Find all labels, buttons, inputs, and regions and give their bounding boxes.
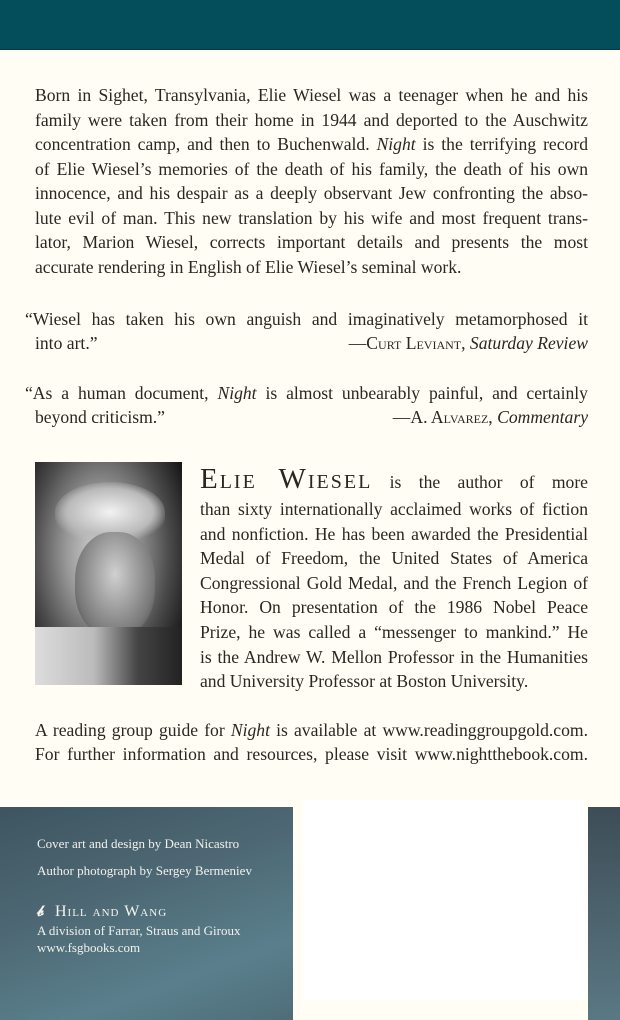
bio-line: and University Professor at Boston University.: [200, 671, 529, 692]
quote-attribution: —A. Alvarez, Commentary: [392, 407, 588, 427]
description-line: of Elie Wiesel’s memories of the death of his family, the death of his own: [35, 158, 588, 179]
bio-first-line: Elie Wiesel is the author of more: [200, 463, 588, 495]
reading-group-line: A reading group guide for Night is available at www.readinggroupgold.com.: [35, 720, 589, 740]
publisher-name: Hill and Wang: [55, 903, 168, 920]
spine-art-strip: [588, 807, 620, 1020]
description-line: lute evil of man. This new translation by his wife and most frequent trans-: [35, 207, 588, 228]
quote-text: “As a human document, Night is almost unbearably painful, and certainly: [25, 383, 588, 403]
description-line: accurate rendering in English of Elie Wiesel’s seminal work.: [35, 256, 462, 277]
quote-text: into art.”: [35, 333, 98, 353]
bio-line: Medal of Freedom, the United States of America: [200, 548, 588, 569]
description-line: Born in Sighet, Transylvania, Elie Wiesel was a teenager when he and his: [35, 85, 588, 105]
barcode-area: [303, 800, 585, 1000]
top-color-band: [0, 0, 620, 50]
publisher-logo-icon: 𝒷: [37, 904, 44, 920]
bio-line: is the Andrew W. Mellon Professor in the Humanities: [200, 646, 588, 667]
quote-text: beyond criticism.”: [35, 407, 165, 427]
publisher-website: www.fsgbooks.com: [37, 940, 141, 955]
website-line: For further information and resources, please visit www.nightthebook.com.: [35, 744, 588, 764]
photo-credit: Author photograph by Sergey Bermeniev: [37, 863, 252, 878]
bio-line: and nonfiction. He has been awarded the Presidential: [200, 523, 588, 544]
bio-line: than sixty internationally acclaimed works of fiction: [200, 499, 588, 519]
bio-line: Congressional Gold Medal, and the French Legion of: [200, 572, 588, 593]
quote-attribution: —Curt Leviant, Saturday Review: [348, 333, 588, 353]
bio-line: Honor. On presentation of the 1986 Nobel Peace: [200, 597, 588, 618]
cover-art-credit: Cover art and design by Dean Nicastro: [37, 836, 240, 851]
description-line: family were taken from their home in 1944 and deported to the Auschwitz: [35, 109, 588, 130]
author-name: Elie Wiesel: [200, 463, 373, 495]
author-photo: [35, 462, 182, 685]
bio-line: Prize, he was called a “messenger to mankind.” He: [200, 622, 588, 642]
quote-text: “Wiesel has taken his own anguish and imaginatively metamorphosed it: [25, 309, 588, 329]
description-line: concentration camp, and then to Buchenwald. Night is the terrifying record: [35, 134, 588, 154]
description-line: lator, Marion Wiesel, corrects important details and presents the most: [35, 232, 588, 252]
publisher-division: A division of Farrar, Straus and Giroux: [37, 923, 241, 938]
description-line: innocence, and his despair as a deeply observant Jew confronting the abso-: [35, 183, 588, 203]
